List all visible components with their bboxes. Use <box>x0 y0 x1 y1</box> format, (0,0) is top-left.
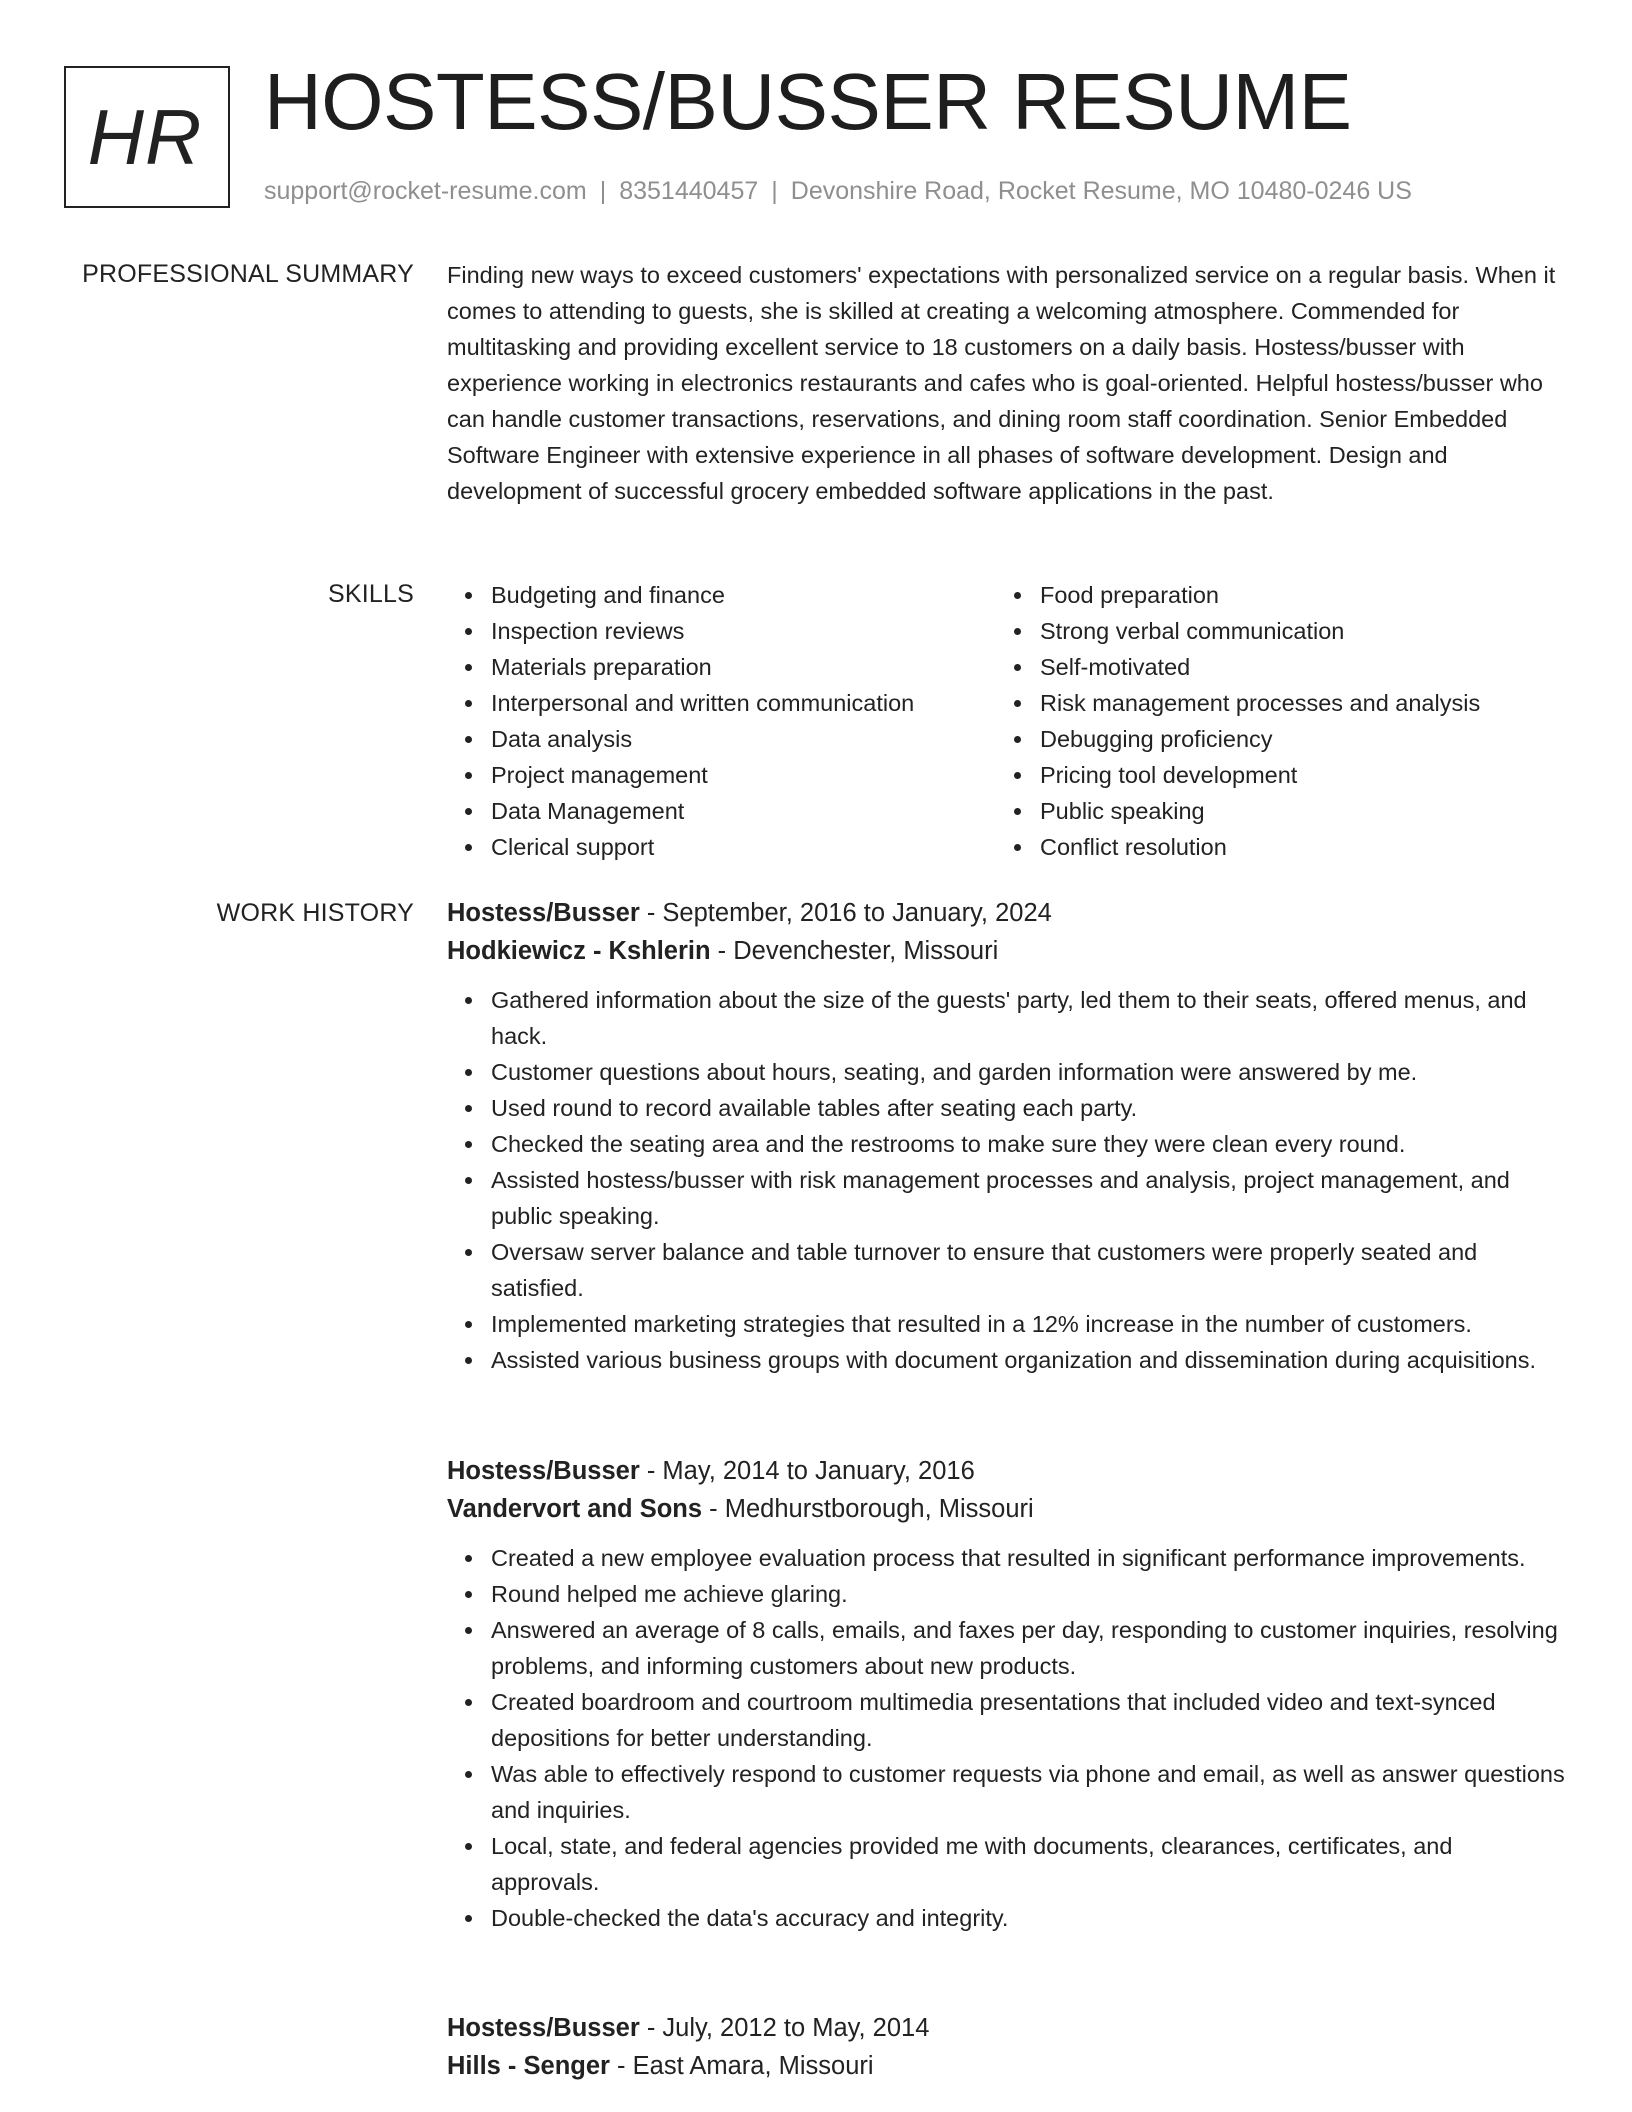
skill-item: Food preparation <box>1040 577 1560 613</box>
skill-item: Risk management processes and analysis <box>1040 685 1560 721</box>
monogram-box <box>64 66 230 208</box>
job-dates: - September, 2016 to January, 2024 <box>639 899 1052 927</box>
job-duty-item: Was able to effectively respond to customer requests via phone and email, as well as answer questions and inquiries. <box>491 1756 1567 1828</box>
contact-address: Devonshire Road, Rocket Resume, MO 10480-0246 US <box>790 177 1412 205</box>
summary-text: Finding new ways to exceed customers' expectations with personalized service on a regular basis. When it comes to attending to guests, she is skilled at creating a welcoming atmosphere. Commended for multitasking and providing excellent service to 18 customers on a daily basis. Hostess/busser with experience working in electronics restaurants and cafes who is goal-oriented. Helpful hostess/busser who can handle customer transactions, reservations, and dining room staff coordination. Senior Embedded Software Engineer with extensive experience in all phases of software development. Design and development of successful grocery embedded software applications in the past. <box>447 262 1556 504</box>
job-duty-item: Created a new employee evaluation process that resulted in significant performance improvements. <box>491 1540 1567 1576</box>
skills-list-left <box>447 577 996 865</box>
job-duty-item: Round helped me achieve glaring. <box>491 1576 1567 1612</box>
skill-item: Inspection reviews <box>491 613 996 649</box>
job-duty-item: Local, state, and federal agencies provided me with documents, clearances, certificates, and approvals. <box>491 1828 1567 1900</box>
job-title-line <box>447 1452 1567 1490</box>
job-title: Hostess/Busser <box>447 1457 640 1485</box>
skill-item: Conflict resolution <box>1040 829 1560 865</box>
job-title: Hostess/Busser <box>447 2014 640 2042</box>
job-location: - East Amara, Missouri <box>609 2052 874 2080</box>
skill-item: Materials preparation <box>491 649 996 685</box>
job-entry <box>447 894 1567 1378</box>
job-dates: - July, 2012 to May, 2014 <box>639 2014 930 2042</box>
job-company-line <box>447 932 1567 970</box>
skill-item: Clerical support <box>491 829 996 865</box>
skill-item: Pricing tool development <box>1040 757 1560 793</box>
skill-item: Strong verbal communication <box>1040 613 1560 649</box>
job-duty-item: Oversaw server balance and table turnover to ensure that customers were properly seated and satisfied. <box>491 1234 1567 1306</box>
job-duty-item: Assisted hostess/busser with risk management processes and analysis, project management, and public speaking. <box>491 1162 1567 1234</box>
job-company: Hodkiewicz - Kshlerin <box>447 937 711 965</box>
resume-title: HOSTESS/BUSSER RESUME <box>264 57 1352 146</box>
job-title: Hostess/Busser <box>447 899 640 927</box>
job-duty-item: Created boardroom and courtroom multimedia presentations that included video and text-synced depositions for better understanding. <box>491 1684 1567 1756</box>
skill-item: Debugging proficiency <box>1040 721 1560 757</box>
job-company: Hills - Senger <box>447 2052 610 2080</box>
job-company-line <box>447 1490 1567 1528</box>
job-duty-item: Implemented marketing strategies that resulted in a 12% increase in the number of customers. <box>491 1306 1567 1342</box>
job-location: - Medhurstborough, Missouri <box>702 1495 1034 1523</box>
job-duty-item: Assisted various business groups with document organization and dissemination during acquisitions. <box>491 1342 1567 1378</box>
job-duty-item: Gathered information about the size of the guests' party, led them to their seats, offered menus, and hack. <box>491 982 1567 1054</box>
skill-item: Public speaking <box>1040 793 1560 829</box>
contact-separator: | <box>599 177 607 205</box>
job-location: - Devenchester, Missouri <box>710 937 999 965</box>
job-duty-item: Checked the seating area and the restrooms to make sure they were clean every round. <box>491 1126 1567 1162</box>
section-label-skills: SKILLS <box>328 580 414 608</box>
job-entry <box>447 1452 1567 1936</box>
job-company-line <box>447 2047 1567 2085</box>
section-label-summary: PROFESSIONAL SUMMARY <box>82 260 414 288</box>
section-label-work-history: WORK HISTORY <box>216 899 414 927</box>
skills-columns <box>447 577 1567 865</box>
contact-separator: | <box>771 177 778 205</box>
monogram-initials: HR <box>87 92 203 181</box>
job-duty-item: Double-checked the data's accuracy and integrity. <box>491 1900 1567 1936</box>
job-entry <box>447 2009 1567 2085</box>
job-duties-list <box>447 1540 1567 1936</box>
job-company: Vandervort and Sons <box>447 1495 703 1523</box>
skill-item: Interpersonal and written communication <box>491 685 996 721</box>
contact-email[interactable]: support@rocket-resume.com <box>264 177 587 205</box>
skill-item: Data analysis <box>491 721 996 757</box>
skill-item: Data Management <box>491 793 996 829</box>
job-title-line <box>447 894 1567 932</box>
job-title-line <box>447 2009 1567 2047</box>
job-duty-item: Used round to record available tables after seating each party. <box>491 1090 1567 1126</box>
summary-section <box>447 257 1557 509</box>
job-duty-item: Customer questions about hours, seating, and garden information were answered by me. <box>491 1054 1567 1090</box>
skill-item: Project management <box>491 757 996 793</box>
skills-section <box>447 577 1567 865</box>
job-duties-list <box>447 982 1567 1378</box>
job-dates: - May, 2014 to January, 2016 <box>639 1457 975 1485</box>
contact-line <box>264 176 1412 206</box>
skill-item: Budgeting and finance <box>491 577 996 613</box>
skills-list-right <box>996 577 1560 865</box>
job-duty-item: Answered an average of 8 calls, emails, and faxes per day, responding to customer inquiries, resolving problems, and informing customers about new products. <box>491 1612 1567 1684</box>
contact-phone[interactable]: 8351440457 <box>619 177 759 205</box>
skill-item: Self-motivated <box>1040 649 1560 685</box>
